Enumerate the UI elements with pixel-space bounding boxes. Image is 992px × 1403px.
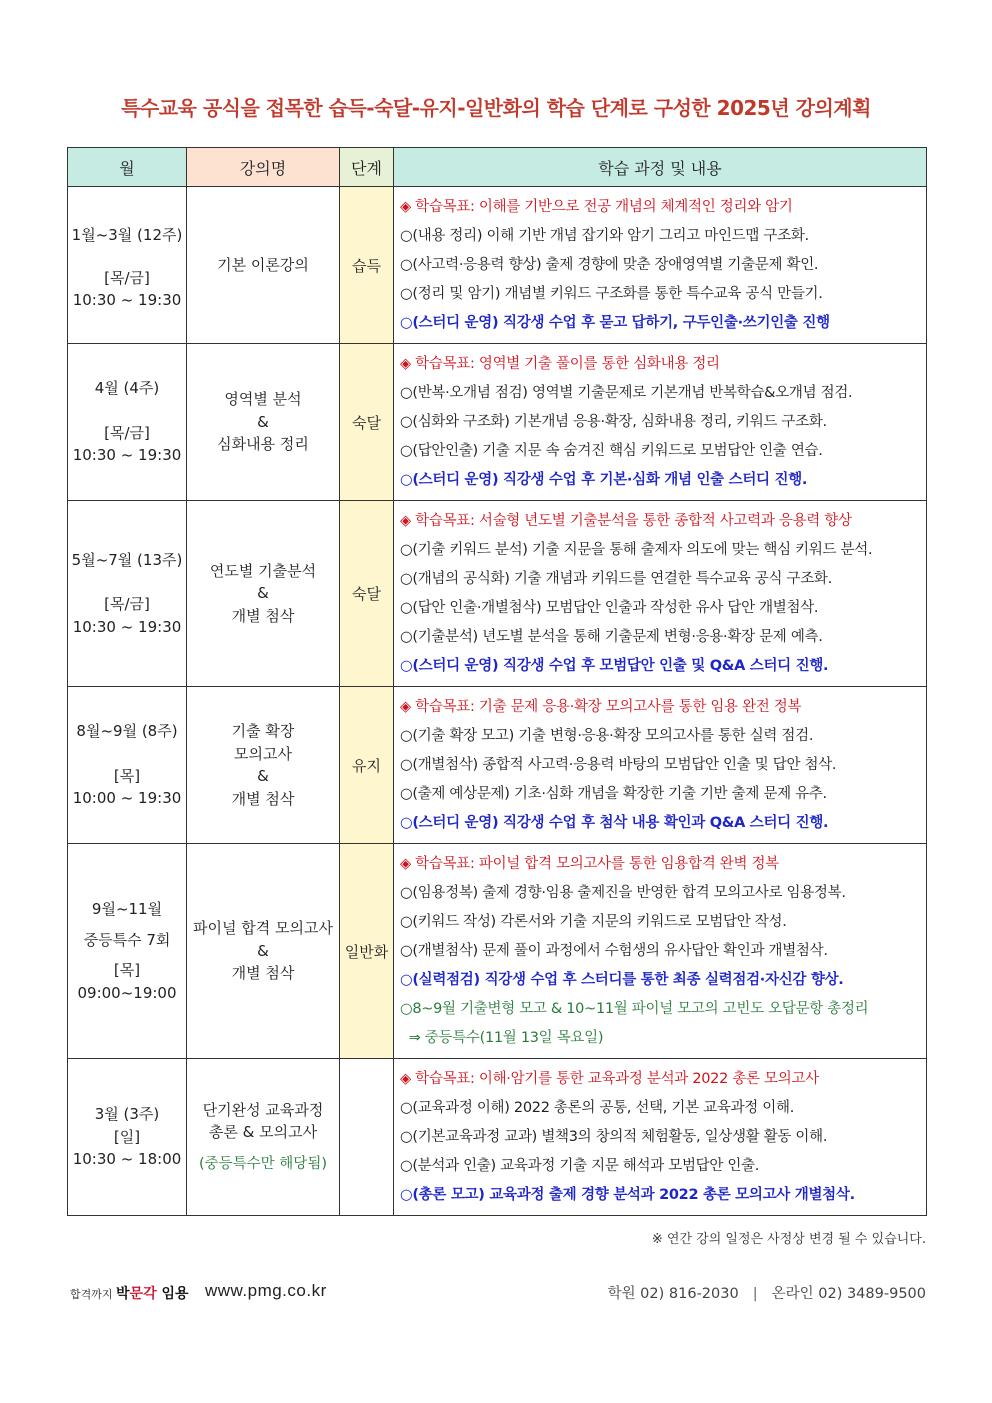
month-cell	[68, 1059, 187, 1216]
course-name: 연도별 기출분석	[209, 561, 317, 580]
month-time: 10:30 ~ 18:00	[72, 1150, 182, 1169]
table-row	[68, 501, 927, 687]
content-line: ○(키워드 작성) 각론서와 기출 지문의 키워드로 모범답안 작성.	[400, 914, 787, 930]
content-cell	[394, 1059, 927, 1216]
course-amp: &	[257, 941, 269, 960]
month-days: [일]	[113, 1127, 141, 1146]
goal-line: ◈ 학습목표: 서술형 년도별 기출분석을 통한 종합적 사고력과 응용력 향상	[400, 513, 852, 529]
study-line: ○(스터디 운영) 직강생 수업 후 묻고 답하기, 구두인출·쓰기인출 진행	[400, 315, 830, 331]
content-line: ○(기출분석) 년도별 분석을 통해 기출문제 변형·응용·확장 문제 예측.	[400, 629, 823, 645]
course-cell	[187, 844, 340, 1059]
month-time: 10:30 ~ 19:30	[72, 617, 182, 636]
content-line: ○(답안 인출·개별첨삭) 모범답안 인출과 작성한 유사 답안 개별첨삭.	[400, 600, 819, 616]
month-time: 10:30 ~ 19:30	[72, 446, 182, 465]
month-days: [목]	[113, 766, 141, 785]
month-period: 5월~7월 (13주)	[71, 550, 183, 569]
study-line: ○(스터디 운영) 직강생 수업 후 첨삭 내용 확인과 Q&A 스터디 진행.	[400, 815, 829, 831]
page-title: 특수교육 공식을 접목한 습득-숙달-유지-일반화의 학습 단계로 구성한 2025년 강의계획	[121, 96, 871, 120]
course-amp: &	[257, 767, 269, 785]
month-period: 9월~11월	[91, 900, 163, 918]
goal-line: ◈ 학습목표: 이해를 기반으로 전공 개념의 체계적인 정리와 암기	[400, 199, 793, 215]
content-line: ○(사고력·응용력 향상) 출제 경향에 맞춘 장애영역별 기출문제 확인.	[400, 257, 819, 273]
study-line: ○(실력점검) 직강생 수업 후 스터디를 통한 최종 실력점검·자신감 향상.	[400, 972, 844, 988]
month-days: [목/금]	[104, 268, 150, 287]
contact-separator: |	[752, 1286, 758, 1302]
month-cell	[68, 501, 187, 687]
contact-info	[608, 1282, 926, 1303]
study-line: ○(스터디 운영) 직강생 수업 후 모범답안 인출 및 Q&A 스터디 진행.	[400, 658, 829, 674]
goal-line: ◈ 학습목표: 기출 문제 응용·확장 모의고사를 통한 임용 완전 정복	[400, 699, 802, 715]
month-period: 1월~3월 (12주)	[71, 226, 183, 245]
content-line: ○(심화와 구조화) 기본개념 응용·확장, 심화내용 정리, 키워드 구조화.	[400, 414, 827, 430]
month-period: 3월 (3주)	[94, 1105, 160, 1124]
study-line: ○(총론 모고) 교육과정 출제 경향 분석과 2022 총론 모의고사 개별첨삭.	[400, 1187, 855, 1203]
header-content: 학습 과정 및 내용	[394, 148, 927, 187]
month-days: [목]	[113, 961, 141, 979]
lecture-plan-table	[67, 147, 927, 1216]
course-cell	[187, 501, 340, 687]
website-link[interactable]: www.pmg.co.kr	[205, 1281, 327, 1300]
content-line: ○(기출 키워드 분석) 기출 지문을 통해 출제자 의도에 맞는 핵심 키워드 분석.	[400, 542, 873, 558]
month-time: 10:00 ~ 19:30	[72, 789, 182, 808]
content-line: ○(교육과정 이해) 2022 총론의 공통, 선택, 기본 교육과정 이해.	[400, 1100, 795, 1116]
course-name: 개별 첨삭	[231, 789, 295, 808]
goal-line: ◈ 학습목표: 파이널 합격 모의고사를 통한 임용합격 완벽 정복	[400, 856, 779, 872]
course-cell	[187, 344, 340, 501]
brand-logo	[70, 1283, 189, 1303]
course-cell	[187, 1059, 340, 1216]
stage-cell-empty	[340, 1059, 394, 1216]
goal-line: ◈ 학습목표: 이해·암기를 통한 교육과정 분석과 2022 총론 모의고사	[400, 1071, 819, 1087]
course-cell	[187, 687, 340, 844]
header-month: 월	[68, 148, 187, 187]
header-stage: 단계	[340, 148, 394, 187]
content-line: ○(임용정복) 출제 경향·임용 출제진을 반영한 합격 모의고사로 임용정복.	[400, 885, 846, 901]
course-note: (중등특수만 해당됨)	[199, 1155, 327, 1172]
content-line: ○(답안인출) 기출 지문 속 숨겨진 핵심 키워드로 모범답안 인출 연습.	[400, 443, 823, 459]
content-line: ○(반복·오개념 점검) 영역별 기출문제로 기본개념 반복학습&오개념 점검.	[400, 385, 853, 401]
content-cell	[394, 844, 927, 1059]
month-time: 10:30 ~ 19:30	[72, 291, 182, 310]
stage-cell: 숙달	[340, 344, 394, 501]
stage-cell: 숙달	[340, 501, 394, 687]
content-line: ○(분석과 인출) 교육과정 기출 지문 해석과 모범답안 인출.	[400, 1158, 760, 1174]
month-period: 8월~9월 (8주)	[76, 722, 178, 741]
course-name: 단기완성 교육과정	[202, 1100, 324, 1119]
month-cell	[68, 344, 187, 501]
content-line: ○(기출 확장 모고) 기출 변형·응용·확장 모의고사를 통한 실력 점검.	[400, 728, 814, 744]
content-cell	[394, 187, 927, 344]
month-period: 4월 (4주)	[94, 379, 160, 398]
course-name: 개별 첨삭	[231, 964, 295, 983]
course-cell	[187, 187, 340, 344]
header-course: 강의명	[187, 148, 340, 187]
month-course-count: 중등특수 7회	[83, 930, 171, 949]
table-row	[68, 844, 927, 1059]
schedule-note: ※ 연간 강의 일정은 사정상 변경 될 수 있습니다.	[651, 1232, 926, 1247]
course-name: 영역별 분석	[224, 390, 302, 409]
logo-brand: 박문각 임용	[116, 1286, 189, 1302]
month-cell	[68, 687, 187, 844]
table-row	[68, 1059, 927, 1216]
table-row	[68, 687, 927, 844]
content-line: ○(정리 및 암기) 개념별 키워드 구조화를 통한 특수교육 공식 만들기.	[400, 286, 823, 302]
course-name: 심화내용 정리	[217, 435, 309, 454]
goal-line: ◈ 학습목표: 영역별 기출 풀이를 통한 심화내용 정리	[400, 356, 720, 372]
month-cell	[68, 844, 187, 1059]
month-days: [목/금]	[104, 595, 150, 614]
course-name: 총론 & 모의고사	[208, 1123, 318, 1142]
table-header-row	[68, 148, 927, 187]
content-line: ○(개별첨삭) 문제 풀이 과정에서 수험생의 유사답안 확인과 개별첨삭.	[400, 943, 828, 959]
academy-phone: 학원 02) 816-2030	[607, 1286, 739, 1302]
course-name: 개별 첨삭	[231, 606, 295, 625]
course-name: 파이널 합격 모의고사	[193, 919, 333, 938]
course-amp: &	[257, 412, 269, 431]
content-cell	[394, 344, 927, 501]
month-days: [목/금]	[104, 423, 150, 442]
content-line: ○(내용 정리) 이해 기반 개념 잡기와 암기 그리고 마인드맵 구조화.	[400, 228, 809, 244]
stage-cell: 일반화	[340, 844, 394, 1059]
online-phone: 온라인 02) 3489-9500	[771, 1286, 926, 1302]
table-row	[68, 187, 927, 344]
month-cell	[68, 187, 187, 344]
content-cell	[394, 501, 927, 687]
course-name: 기본 이론강의	[217, 255, 309, 274]
content-line: ○(출제 예상문제) 기초·심화 개념을 확장한 기출 기반 출제 문제 유추.	[400, 786, 827, 802]
course-name: 기출 확장	[231, 722, 295, 740]
content-line: ○(기본교육과정 교과) 별책3의 창의적 체험활동, 일상생활 활동 이해.	[400, 1129, 828, 1145]
exam-date-line: ⇒ 중등특수(11월 13일 목요일)	[400, 1030, 604, 1046]
content-cell	[394, 687, 927, 844]
course-amp: &	[257, 584, 269, 603]
content-line: ○(개별첨삭) 종합적 사고력·응용력 바탕의 모범답안 인출 및 답안 첨삭.	[400, 757, 837, 773]
table-row	[68, 344, 927, 501]
month-time: 09:00~19:00	[77, 983, 177, 1002]
course-name: 모의고사	[234, 744, 292, 763]
stage-cell: 습득	[340, 187, 394, 344]
study-line: ○(스터디 운영) 직강생 수업 후 기본·심화 개념 인출 스터디 진행.	[400, 472, 808, 488]
logo-prefix: 합격까지	[70, 1288, 113, 1301]
special-line: ○8~9월 기출변형 모고 & 10~11월 파이널 모고의 고빈도 오답문항 총정리	[400, 1001, 869, 1017]
stage-cell: 유지	[340, 687, 394, 844]
content-line: ○(개념의 공식화) 기출 개념과 키워드를 연결한 특수교육 공식 구조화.	[400, 571, 832, 587]
